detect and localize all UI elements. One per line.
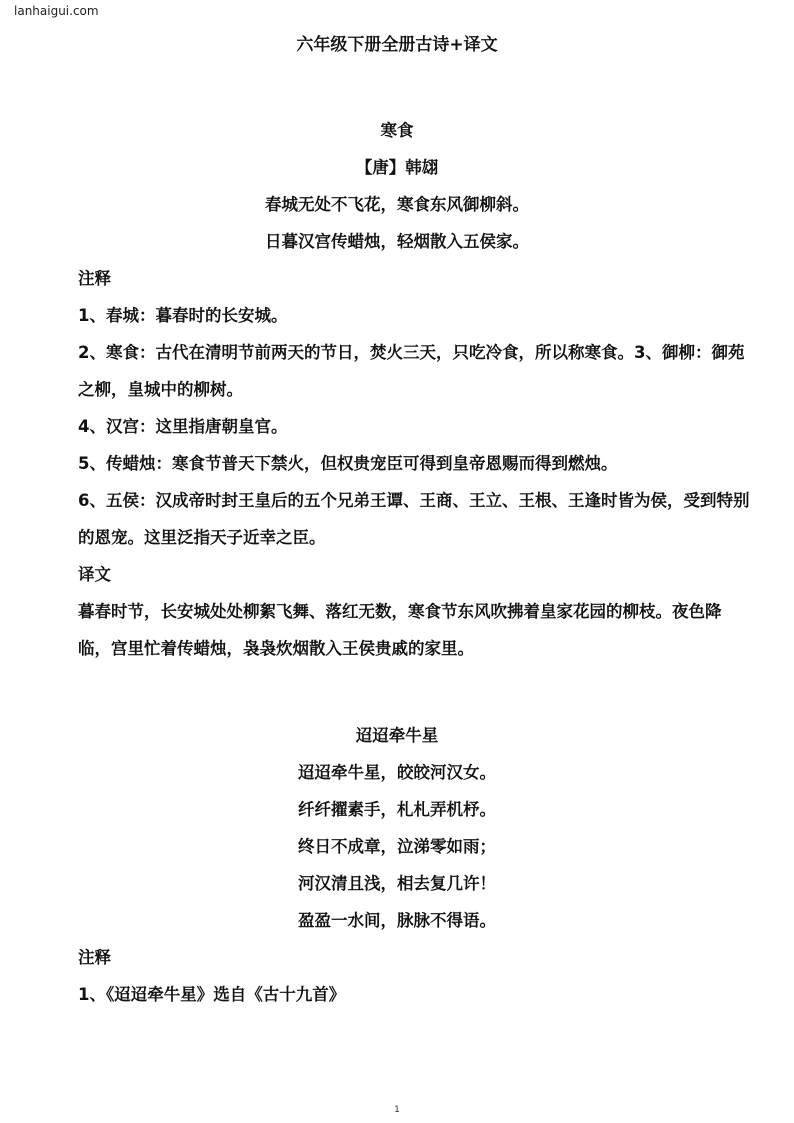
poem2-line-4: 河汉清且浅，相去复几许！ <box>298 874 496 893</box>
poem2-line-3: 终日不成章，泣涕零如雨； <box>298 837 496 856</box>
page-number: 1 <box>394 1105 400 1115</box>
poem1-note-5: 5、传蜡烛：寒食节普天下禁火，但权贵宠臣可得到皇帝恩赐而得到燃烛。 <box>78 454 618 473</box>
document-title: 六年级下册全册古诗+译文 <box>296 35 498 55</box>
poem2-title: 迢迢牵牛星 <box>355 726 439 745</box>
poem1-notes-heading: 注释 <box>78 269 111 288</box>
poem1-author: 【唐】韩翃 <box>355 158 439 177</box>
poem2-notes-heading: 注释 <box>78 948 111 967</box>
poem1-line-1: 春城无处不飞花，寒食东风御柳斜。 <box>265 195 529 214</box>
site-watermark: lanhaigui.com <box>14 4 99 18</box>
poem2-line-2: 纤纤擢素手，札札弄机杼。 <box>298 800 496 819</box>
poem1-note-6: 6、五侯：汉成帝时封王皇后的五个兄弟王谭、王商、王立、王根、王逢时皆为侯，受到特别的恩宠。这里泛指天子近幸之臣。 <box>78 491 750 547</box>
poem1-line-2: 日暮汉宫传蜡烛，轻烟散入五侯家。 <box>265 232 529 251</box>
poem1-title: 寒食 <box>380 121 414 140</box>
document-body <box>78 112 754 1013</box>
poem1-translation-heading: 译文 <box>78 565 111 584</box>
poem1-note-1: 1、春城：暮春时的长安城。 <box>78 306 288 325</box>
poem1-translation: 暮春时节，长安城处处柳絮飞舞、落红无数，寒食节东风吹拂着皇家花园的柳枝。夜色降临，宫里忙着传蜡烛，袅袅炊烟散入王侯贵戚的家里。 <box>78 602 722 658</box>
poem2-note-1: 1、《迢迢牵牛星》选自《古十九首》 <box>78 985 346 1004</box>
poem1-note-2: 2、寒食：古代在清明节前两天的节日，焚火三天，只吃冷食，所以称寒食。3、御柳：御苑之柳，皇城中的柳树。 <box>78 343 745 399</box>
poem2-line-1: 迢迢牵牛星，皎皎河汉女。 <box>298 763 496 782</box>
poem1-note-4: 4、汉宫：这里指唐朝皇官。 <box>78 417 288 436</box>
poem2-line-5: 盈盈一水间，脉脉不得语。 <box>298 911 496 930</box>
